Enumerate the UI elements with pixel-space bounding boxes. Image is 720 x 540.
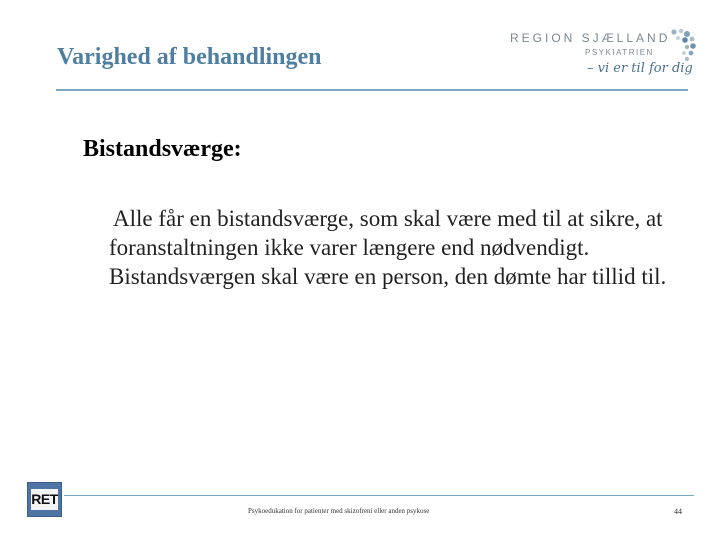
section-heading: Bistandsværge: xyxy=(83,136,242,162)
ret-badge-label: RET xyxy=(31,489,58,510)
slide-title: Varighed af behandlingen xyxy=(57,44,322,70)
region-logo xyxy=(505,24,705,88)
page-number: 44 xyxy=(674,507,682,516)
ret-logo xyxy=(27,482,62,517)
logo-name: REGION SJÆLLAND xyxy=(510,31,671,45)
title-divider xyxy=(56,89,688,91)
logo-tagline: – vi er til for dig xyxy=(587,61,693,76)
body-paragraph: Alle får en bistandsværge, som skal være med til at sikre, at foranstaltningen ikke varer længere end nødvendigt. Bistandsværgen skal være en person, den dømte har tillid til. xyxy=(109,206,667,289)
logo-subtitle: PSYKIATRIEN xyxy=(585,48,654,57)
dot-cluster-icon xyxy=(667,28,697,64)
footer-divider xyxy=(64,495,694,496)
footer-text: Psykoedukation for patienter med skizofreni eller anden psykose xyxy=(248,507,430,515)
